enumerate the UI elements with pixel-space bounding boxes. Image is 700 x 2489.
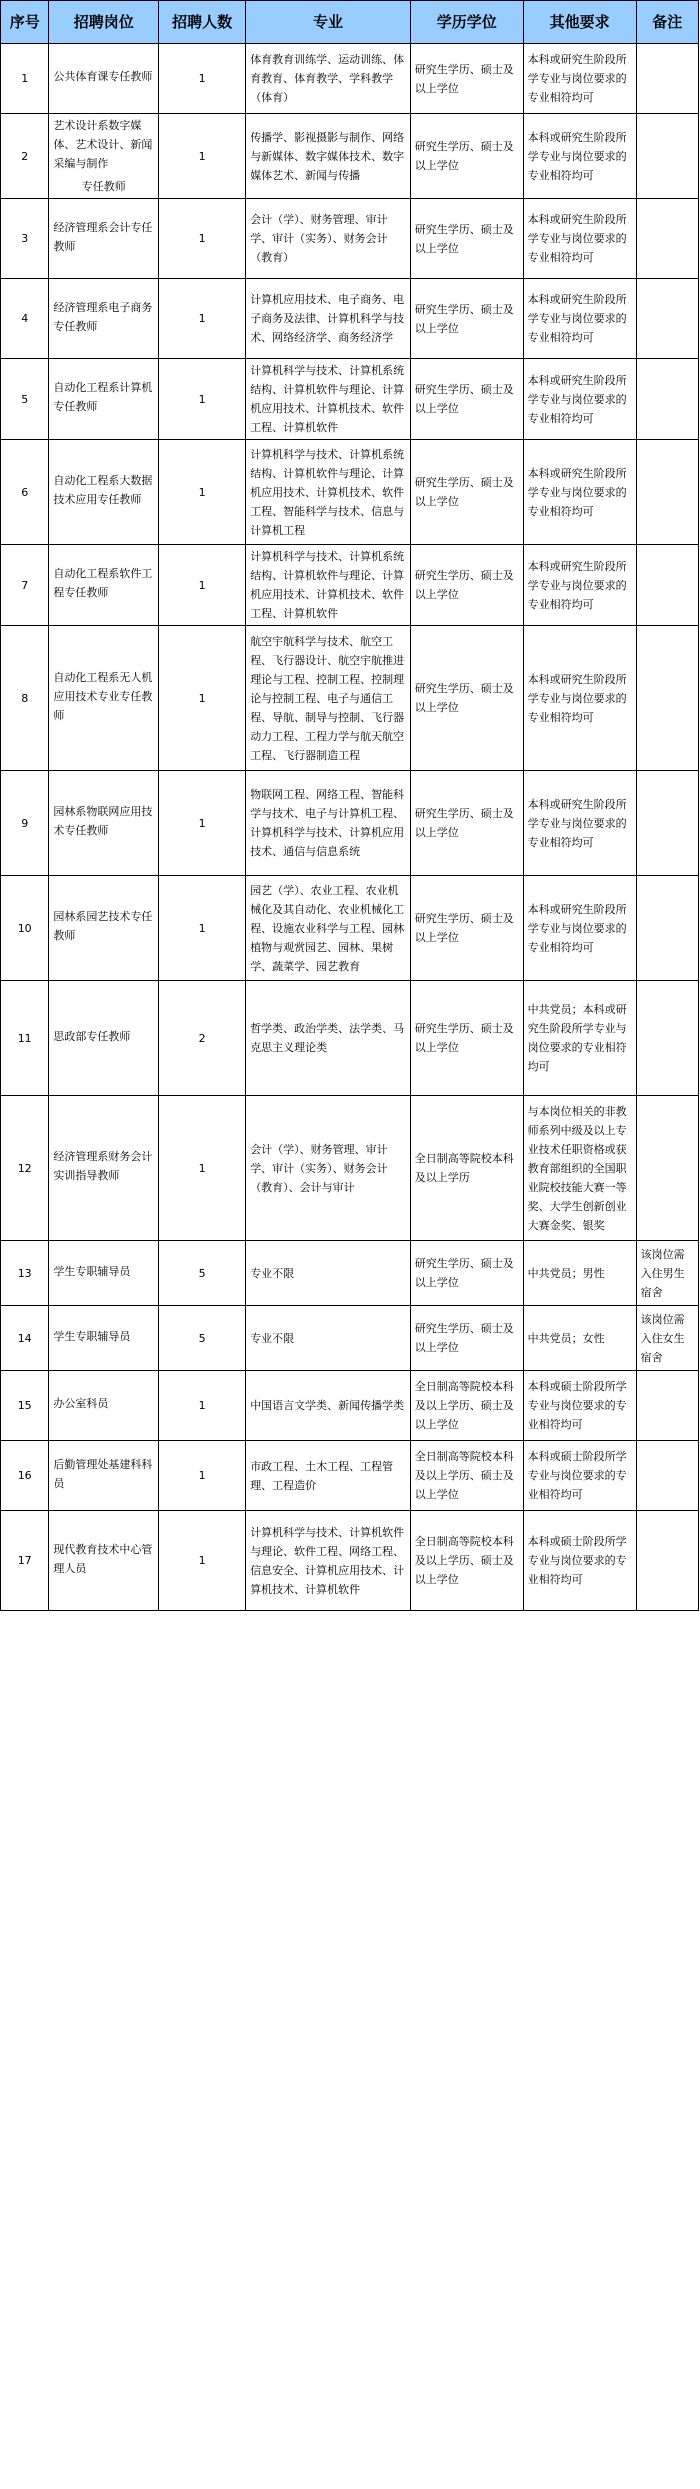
cell-note bbox=[636, 545, 698, 626]
header-no: 序号 bbox=[1, 1, 49, 44]
cell-no-text: 9 bbox=[21, 816, 29, 830]
cell-other-text: 本科或研究生阶段所学专业与岗位要求的专业相符均可 bbox=[527, 672, 627, 724]
cell-major bbox=[246, 359, 411, 440]
cell-major-text: 专业不限 bbox=[250, 1266, 295, 1280]
cell-no-text: 12 bbox=[17, 1161, 32, 1175]
cell-count bbox=[159, 876, 246, 981]
cell-degree bbox=[410, 1096, 523, 1241]
cell-no bbox=[1, 114, 49, 199]
cell-other bbox=[523, 1241, 636, 1306]
cell-note bbox=[636, 771, 698, 876]
cell-count-text: 1 bbox=[198, 1161, 206, 1175]
cell-other-text: 本科或研究生阶段所学专业与岗位要求的专业相符均可 bbox=[527, 559, 627, 611]
cell-note bbox=[636, 876, 698, 981]
cell-count-text: 1 bbox=[198, 691, 206, 705]
cell-count-text: 5 bbox=[198, 1266, 206, 1280]
cell-position bbox=[49, 114, 159, 199]
cell-position-text: 后勤管理处基建科科员 bbox=[53, 1457, 153, 1490]
cell-degree bbox=[410, 44, 523, 114]
table-row bbox=[1, 771, 699, 876]
cell-no-text: 2 bbox=[21, 149, 29, 163]
cell-degree bbox=[410, 876, 523, 981]
table-row bbox=[1, 440, 699, 545]
cell-other bbox=[523, 771, 636, 876]
cell-position bbox=[49, 199, 159, 279]
cell-position bbox=[49, 1096, 159, 1241]
cell-count-text: 1 bbox=[198, 232, 206, 245]
cell-note bbox=[636, 1306, 698, 1371]
cell-major bbox=[246, 626, 411, 771]
cell-position bbox=[49, 1371, 159, 1441]
cell-note bbox=[636, 359, 698, 440]
cell-major-text: 传播学、影视摄影与制作、网络与新媒体、数字媒体技术、数字媒体艺术、新闻与传播 bbox=[250, 130, 405, 182]
table-row bbox=[1, 44, 699, 114]
cell-other-text: 本科或硕士阶段所学专业与岗位要求的专业相符均可 bbox=[527, 1380, 627, 1431]
cell-degree-text: 全日制高等院校本科及以上学历、硕士及以上学位 bbox=[414, 1380, 514, 1431]
cell-degree-text: 研究生学历、硕士及以上学位 bbox=[414, 1322, 514, 1354]
cell-note bbox=[636, 114, 698, 199]
cell-other bbox=[523, 1441, 636, 1511]
cell-major bbox=[246, 1241, 411, 1306]
cell-degree-text: 研究生学历、硕士及以上学位 bbox=[414, 569, 514, 601]
cell-major bbox=[246, 44, 411, 114]
header-major: 专业 bbox=[246, 1, 411, 44]
cell-count bbox=[159, 1441, 246, 1511]
cell-no-text: 15 bbox=[17, 1399, 32, 1412]
table-row bbox=[1, 279, 699, 359]
cell-other-text: 本科或研究生阶段所学专业与岗位要求的专业相符均可 bbox=[527, 213, 627, 264]
cell-count-text: 1 bbox=[198, 1469, 206, 1482]
cell-no bbox=[1, 440, 49, 545]
cell-note bbox=[636, 440, 698, 545]
cell-count bbox=[159, 1096, 246, 1241]
cell-position bbox=[49, 771, 159, 876]
cell-position bbox=[49, 44, 159, 114]
cell-degree-text: 研究生学历、硕士及以上学位 bbox=[414, 1022, 514, 1054]
cell-degree-text: 全日制高等院校本科及以上学历、硕士及以上学位 bbox=[414, 1535, 514, 1586]
cell-other-text: 中共党员；男性 bbox=[527, 1266, 605, 1280]
cell-no-text: 5 bbox=[21, 392, 29, 406]
cell-major-text: 会计（学）、财务管理、审计学、审计（实务）、财务会计（教育）、会计与审计 bbox=[250, 1142, 388, 1194]
cell-major-text: 计算机应用技术、电子商务、电子商务及法律、计算机科学与技术、网络经济学、商务经济学 bbox=[250, 293, 405, 344]
cell-position bbox=[49, 1441, 159, 1511]
cell-position-text: 经济管理系财务会计实训指导教师 bbox=[53, 1150, 153, 1182]
cell-position-text: 思政部专任教师 bbox=[53, 1029, 131, 1043]
cell-position bbox=[49, 440, 159, 545]
cell-no bbox=[1, 626, 49, 771]
cell-degree-text: 全日制高等院校本科及以上学历、硕士及以上学位 bbox=[414, 1450, 514, 1501]
cell-other-text: 本科或硕士阶段所学专业与岗位要求的专业相符均可 bbox=[527, 1450, 627, 1501]
cell-other bbox=[523, 279, 636, 359]
cell-count bbox=[159, 626, 246, 771]
cell-note bbox=[636, 1441, 698, 1511]
cell-other bbox=[523, 1511, 636, 1611]
cell-major bbox=[246, 1511, 411, 1611]
cell-degree bbox=[410, 626, 523, 771]
cell-other-text: 本科或硕士阶段所学专业与岗位要求的专业相符均可 bbox=[527, 1535, 627, 1586]
cell-no-text: 3 bbox=[21, 232, 29, 245]
cell-other bbox=[523, 981, 636, 1096]
cell-degree-text: 研究生学历、硕士及以上学位 bbox=[414, 476, 514, 508]
cell-degree-text: 研究生学历、硕士及以上学位 bbox=[414, 302, 514, 335]
cell-degree bbox=[410, 279, 523, 359]
cell-no-text: 11 bbox=[17, 1031, 32, 1045]
cell-other bbox=[523, 440, 636, 545]
cell-major bbox=[246, 440, 411, 545]
cell-other-text: 中共党员；本科或研究生阶段所学专业与岗位要求的专业相符均可 bbox=[527, 1003, 627, 1073]
cell-degree bbox=[410, 545, 523, 626]
cell-no bbox=[1, 1096, 49, 1241]
cell-major-text: 体育教育训练学、运动训练、体育教育、体育教学、学科教学（体育） bbox=[250, 53, 405, 104]
cell-position bbox=[49, 981, 159, 1096]
cell-position-text: 现代教育技术中心管理人员 bbox=[53, 1542, 153, 1575]
header-note: 备注 bbox=[636, 1, 698, 44]
table-row bbox=[1, 1096, 699, 1241]
cell-other bbox=[523, 626, 636, 771]
cell-major bbox=[246, 1306, 411, 1371]
cell-degree bbox=[410, 981, 523, 1096]
cell-position-text: 学生专职辅导员 bbox=[53, 1264, 131, 1278]
cell-note bbox=[636, 1241, 698, 1306]
cell-note bbox=[636, 279, 698, 359]
cell-other-text: 本科或研究生阶段所学专业与岗位要求的专业相符均可 bbox=[527, 902, 627, 954]
cell-degree bbox=[410, 1511, 523, 1611]
cell-count bbox=[159, 359, 246, 440]
cell-degree bbox=[410, 114, 523, 199]
cell-other-text: 本科或研究生阶段所学专业与岗位要求的专业相符均可 bbox=[527, 53, 627, 104]
cell-major bbox=[246, 1096, 411, 1241]
cell-other bbox=[523, 199, 636, 279]
cell-position-text: 公共体育课专任教师 bbox=[53, 70, 153, 83]
cell-position-text: 办公室科员 bbox=[53, 1397, 109, 1410]
cell-position bbox=[49, 1511, 159, 1611]
table-row bbox=[1, 545, 699, 626]
table-row bbox=[1, 1511, 699, 1611]
cell-other-text: 本科或研究生阶段所学专业与岗位要求的专业相符均可 bbox=[527, 373, 627, 425]
cell-no bbox=[1, 981, 49, 1096]
cell-major-text: 物联网工程、网络工程、智能科学与技术、电子与计算机工程、计算机科学与技术、计算机应用技术、通信与信息系统 bbox=[250, 788, 405, 858]
cell-major-text: 会计（学）、财务管理、审计学、审计（实务）、财务会计（教育） bbox=[250, 213, 388, 264]
cell-major bbox=[246, 771, 411, 876]
cell-count-text: 1 bbox=[198, 485, 206, 499]
cell-count bbox=[159, 279, 246, 359]
cell-count bbox=[159, 1306, 246, 1371]
cell-major bbox=[246, 1441, 411, 1511]
cell-count bbox=[159, 1241, 246, 1306]
cell-note-text: 该岗位需入住男生宿舍 bbox=[640, 1247, 685, 1299]
cell-position-text: 园林系园艺技术专任教师 bbox=[53, 910, 153, 942]
cell-no bbox=[1, 545, 49, 626]
cell-count bbox=[159, 199, 246, 279]
cell-major-text: 计算机科学与技术、计算机系统结构、计算机软件与理论、计算机应用技术、计算机技术、软件工程、计算机软件 bbox=[250, 550, 405, 620]
cell-no-text: 17 bbox=[17, 1554, 32, 1567]
cell-other bbox=[523, 1371, 636, 1441]
cell-degree-text: 研究生学历、硕士及以上学位 bbox=[414, 912, 514, 944]
cell-other bbox=[523, 359, 636, 440]
cell-major-text: 计算机科学与技术、计算机系统结构、计算机软件与理论、计算机应用技术、计算机技术、软件工程、智能科学与技术、信息与计算机工程 bbox=[250, 447, 405, 537]
cell-no-text: 16 bbox=[17, 1469, 32, 1482]
cell-note-text: 该岗位需入住女生宿舍 bbox=[640, 1312, 685, 1364]
cell-count-text: 1 bbox=[198, 816, 206, 830]
cell-major-text: 中国语言文学类、新闻传播学类 bbox=[250, 1399, 405, 1412]
cell-count bbox=[159, 545, 246, 626]
cell-no-text: 4 bbox=[21, 312, 29, 325]
cell-count-text: 5 bbox=[198, 1331, 206, 1345]
cell-no-text: 14 bbox=[17, 1331, 32, 1345]
cell-other bbox=[523, 1306, 636, 1371]
cell-no bbox=[1, 44, 49, 114]
table-row bbox=[1, 626, 699, 771]
cell-other bbox=[523, 114, 636, 199]
table-row bbox=[1, 1441, 699, 1511]
table-row bbox=[1, 1371, 699, 1441]
cell-position-text: 学生专职辅导员 bbox=[53, 1329, 131, 1343]
cell-major-text: 计算机科学与技术、计算机软件与理论、软件工程、网络工程、信息安全、计算机应用技术、计算机技术、计算机软件 bbox=[250, 1525, 405, 1596]
header-row bbox=[1, 1, 699, 44]
cell-position bbox=[49, 1306, 159, 1371]
cell-other-text: 本科或研究生阶段所学专业与岗位要求的专业相符均可 bbox=[527, 130, 627, 182]
table-row bbox=[1, 981, 699, 1096]
cell-no-text: 6 bbox=[21, 485, 29, 499]
cell-major-text: 计算机科学与技术、计算机系统结构、计算机软件与理论、计算机应用技术、计算机技术、软件工程、计算机软件 bbox=[250, 364, 405, 434]
cell-no-text: 10 bbox=[17, 921, 32, 935]
cell-degree bbox=[410, 1371, 523, 1441]
cell-no-text: 8 bbox=[21, 691, 29, 705]
cell-position-text: 自动化工程系计算机专任教师 bbox=[53, 381, 153, 413]
header-position: 招聘岗位 bbox=[49, 1, 159, 44]
cell-major bbox=[246, 1371, 411, 1441]
cell-no-text: 1 bbox=[21, 72, 29, 85]
cell-other-text: 中共党员；女性 bbox=[527, 1331, 605, 1345]
cell-other-text: 与本岗位相关的非教师系列中级及以上专业技术任职资格或获教育部组织的全国职业院校技能大赛一等奖、大学生创新创业大赛金奖、银奖 bbox=[527, 1104, 627, 1232]
cell-count-text: 2 bbox=[198, 1031, 206, 1045]
cell-degree-text: 研究生学历、硕士及以上学位 bbox=[414, 222, 514, 255]
cell-no bbox=[1, 279, 49, 359]
cell-count bbox=[159, 771, 246, 876]
cell-degree-text: 研究生学历、硕士及以上学位 bbox=[414, 383, 514, 415]
cell-position bbox=[49, 626, 159, 771]
cell-no bbox=[1, 1441, 49, 1511]
cell-count bbox=[159, 440, 246, 545]
cell-count-text: 1 bbox=[198, 392, 206, 406]
cell-other-text: 本科或研究生阶段所学专业与岗位要求的专业相符均可 bbox=[527, 466, 627, 518]
cell-no-text: 7 bbox=[21, 578, 29, 592]
cell-note bbox=[636, 981, 698, 1096]
cell-degree bbox=[410, 771, 523, 876]
cell-major bbox=[246, 114, 411, 199]
cell-degree-text: 研究生学历、硕士及以上学位 bbox=[414, 807, 514, 839]
cell-position-text: 艺术设计系数字媒体、艺术设计、新闻采编与制作 bbox=[53, 119, 153, 170]
cell-count bbox=[159, 114, 246, 199]
cell-degree bbox=[410, 440, 523, 545]
cell-count-text: 1 bbox=[198, 72, 206, 85]
cell-other-text: 本科或研究生阶段所学专业与岗位要求的专业相符均可 bbox=[527, 797, 627, 849]
cell-degree bbox=[410, 1241, 523, 1306]
cell-position bbox=[49, 359, 159, 440]
cell-other-text: 本科或研究生阶段所学专业与岗位要求的专业相符均可 bbox=[527, 293, 627, 344]
table-row bbox=[1, 114, 699, 199]
cell-major-text: 市政工程、土木工程、工程管理、工程造价 bbox=[250, 1459, 394, 1492]
cell-degree-text: 研究生学历、硕士及以上学位 bbox=[414, 1257, 514, 1289]
cell-position bbox=[49, 545, 159, 626]
cell-count bbox=[159, 981, 246, 1096]
cell-position-text: 经济管理系会计专任教师 bbox=[53, 220, 153, 253]
cell-count-text: 1 bbox=[198, 149, 206, 163]
cell-degree-text: 全日制高等院校本科及以上学历 bbox=[414, 1152, 514, 1184]
cell-position-text: 经济管理系电子商务专任教师 bbox=[53, 300, 153, 333]
cell-major-text: 园艺（学）、农业工程、农业机械化及其自动化、农业机械化工程、设施农业科学与工程、园林植物与观赏园艺、园林、果树学、蔬菜学、园艺教育 bbox=[250, 883, 405, 973]
table-row bbox=[1, 876, 699, 981]
cell-major bbox=[246, 876, 411, 981]
cell-count-text: 1 bbox=[198, 312, 206, 325]
header-other: 其他要求 bbox=[523, 1, 636, 44]
cell-count bbox=[159, 44, 246, 114]
cell-position-text: 自动化工程系软件工程专任教师 bbox=[53, 567, 153, 599]
cell-degree-text: 研究生学历、硕士及以上学位 bbox=[414, 140, 514, 172]
cell-no bbox=[1, 1511, 49, 1611]
cell-no bbox=[1, 1306, 49, 1371]
cell-no-text: 13 bbox=[17, 1266, 32, 1280]
cell-position bbox=[49, 279, 159, 359]
cell-degree-text: 研究生学历、硕士及以上学位 bbox=[414, 62, 514, 95]
cell-note bbox=[636, 1511, 698, 1611]
cell-position-sub-text: 专任教师 bbox=[81, 180, 126, 193]
cell-major bbox=[246, 199, 411, 279]
header-degree: 学历学位 bbox=[410, 1, 523, 44]
cell-count-text: 1 bbox=[198, 578, 206, 592]
cell-no bbox=[1, 771, 49, 876]
header-count: 招聘人数 bbox=[159, 1, 246, 44]
cell-count bbox=[159, 1371, 246, 1441]
cell-position-text: 自动化工程系无人机应用技术专业专任教师 bbox=[53, 670, 153, 722]
cell-note bbox=[636, 199, 698, 279]
cell-degree bbox=[410, 1306, 523, 1371]
cell-no bbox=[1, 359, 49, 440]
table-row bbox=[1, 1306, 699, 1371]
cell-note bbox=[636, 1096, 698, 1241]
cell-note bbox=[636, 626, 698, 771]
cell-count-text: 1 bbox=[198, 1554, 206, 1567]
cell-major-text: 航空宇航科学与技术、航空工程、飞行器设计、航空宇航推进理论与工程、控制工程、控制理论与控制工程、电子与通信工程、导航、制导与控制、飞行器动力工程、工程力学与航天航空工程、飞行器制造工程 bbox=[250, 634, 405, 762]
cell-major-text: 专业不限 bbox=[250, 1331, 295, 1345]
cell-no bbox=[1, 1241, 49, 1306]
cell-degree bbox=[410, 199, 523, 279]
table-row bbox=[1, 1241, 699, 1306]
cell-note bbox=[636, 1371, 698, 1441]
cell-position-text: 园林系物联网应用技术专任教师 bbox=[53, 805, 153, 837]
cell-position-text: 自动化工程系大数据技术应用专任教师 bbox=[53, 474, 153, 506]
cell-degree-text: 研究生学历、硕士及以上学位 bbox=[414, 682, 514, 714]
cell-major bbox=[246, 279, 411, 359]
cell-degree bbox=[410, 359, 523, 440]
cell-position bbox=[49, 1241, 159, 1306]
table-row bbox=[1, 359, 699, 440]
cell-no bbox=[1, 199, 49, 279]
cell-other bbox=[523, 44, 636, 114]
cell-count-text: 1 bbox=[198, 1399, 206, 1412]
table-row bbox=[1, 199, 699, 279]
cell-other bbox=[523, 545, 636, 626]
cell-major-text: 哲学类、政治学类、法学类、马克思主义理论类 bbox=[250, 1022, 405, 1054]
cell-position bbox=[49, 876, 159, 981]
cell-major bbox=[246, 545, 411, 626]
cell-major bbox=[246, 981, 411, 1096]
cell-other bbox=[523, 1096, 636, 1241]
cell-degree bbox=[410, 1441, 523, 1511]
cell-other bbox=[523, 876, 636, 981]
cell-note bbox=[636, 44, 698, 114]
cell-no bbox=[1, 1371, 49, 1441]
cell-no bbox=[1, 876, 49, 981]
cell-count bbox=[159, 1511, 246, 1611]
cell-count-text: 1 bbox=[198, 921, 206, 935]
